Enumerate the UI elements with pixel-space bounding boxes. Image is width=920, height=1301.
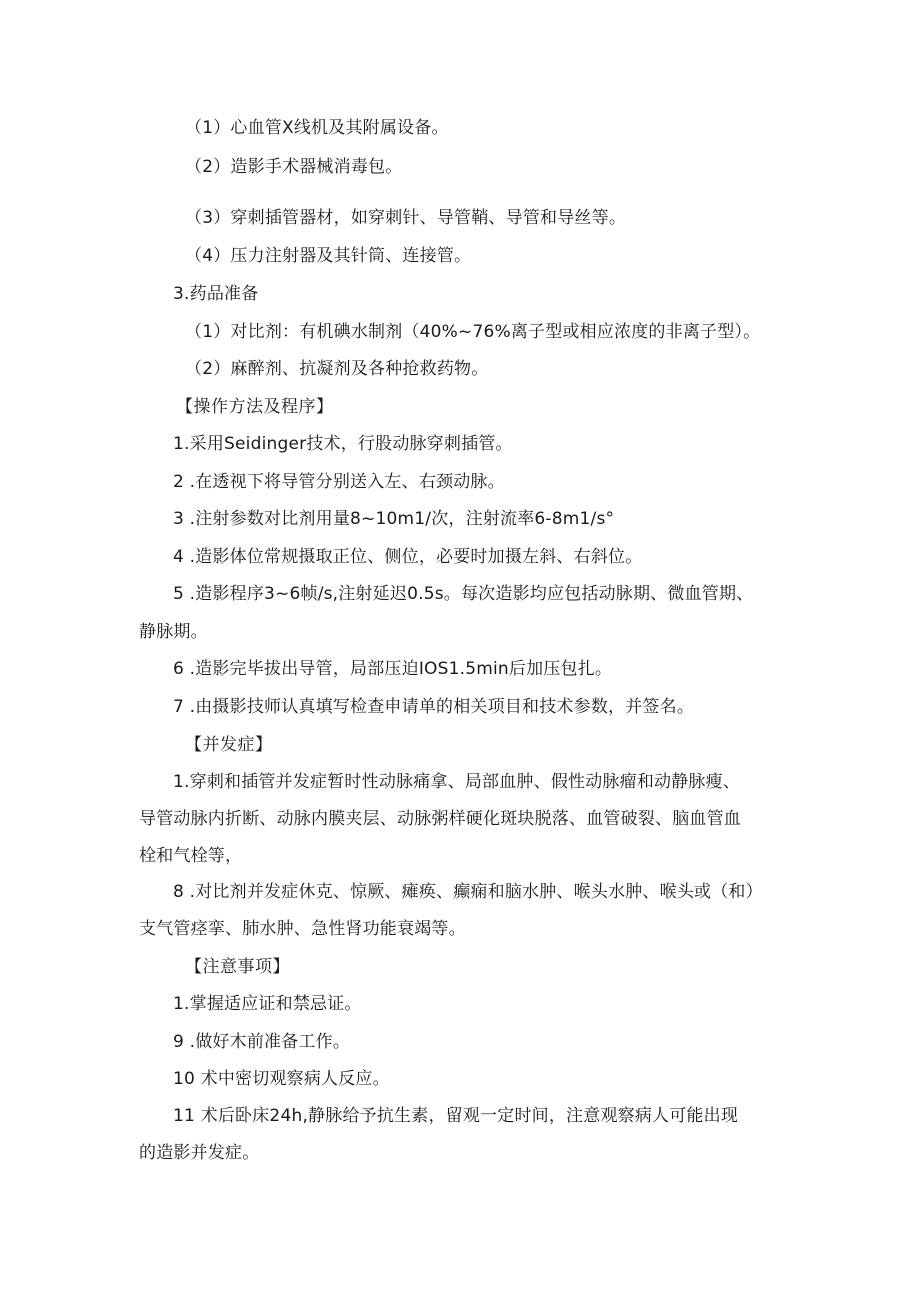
precaution-2: 9 .做好木前准备工作。 [173, 1032, 351, 1052]
complication-1-cont-1: 导管动脉内折断、动脉内膜夹层、动脉粥样硬化斑块脱落、血管破裂、脑血管血 [139, 809, 741, 829]
procedure-section-heading: 【操作方法及程序】 [176, 397, 334, 417]
complication-1-cont-2: 栓和气栓等， [139, 846, 243, 866]
precaution-4-cont: 的造影并发症。 [139, 1143, 260, 1163]
procedure-step-1: 1.采用Seidinger技术，行股动脉穿刺插管。 [173, 434, 513, 454]
procedure-step-3: 3 .注射参数对比剂用量8~10m1∕次，注射流率6-8m1∕s° [173, 509, 615, 529]
complication-1: 1.穿刺和插管并发症暂时性动脉痛拿、局部血肿、假性动脉瘤和动静脉瘦、 [173, 772, 741, 792]
procedure-step-2: 2 .在透视下将导管分别送入左、右颈动脉。 [173, 472, 505, 492]
drug-preparation-heading: 3.药品准备 [173, 284, 259, 304]
complications-section-heading: 【并发症】 [185, 735, 273, 755]
equipment-item-2: （2）造影手术器械消毒包。 [185, 157, 403, 177]
precautions-section-heading: 【注意事项】 [185, 957, 290, 977]
precaution-4: 11 术后卧床24h,静脉给予抗生素，留观一定时间，注意观察病人可能出现 [173, 1106, 739, 1126]
complication-2-cont: 支气管痉挛、肺水肿、急性肾功能衰竭等。 [139, 919, 466, 939]
procedure-step-4: 4 .造影体位常规摄取正位、侧位，必要时加摄左斜、右斜位。 [173, 547, 643, 567]
equipment-item-3: （3）穿刺插管器材，如穿刺针、导管鞘、导管和导丝等。 [185, 208, 627, 228]
precaution-1: 1.掌握适应证和禁忌证。 [173, 994, 362, 1014]
drug-item-1: （1）对比剂：有机碘水制剂（40%~76%离子型或相应浓度的非离子型）。 [185, 322, 761, 342]
procedure-step-5-cont: 静脉期。 [139, 622, 208, 642]
procedure-step-5: 5 .造影程序3~6帧/s,注射延迟0.5s。每次造影均应包括动脉期、微血管期、 [173, 584, 754, 604]
drug-item-2: （2）麻醉剂、抗凝剂及各种抢救药物。 [185, 359, 489, 379]
equipment-item-4: （4）压力注射器及其针筒、连接管。 [185, 246, 472, 266]
procedure-step-7: 7 .由摄影技师认真填写检查申请单的相关项目和技术参数，并签名。 [173, 697, 695, 717]
complication-2: 8 .对比剂并发症休克、惊厥、瘫痪、癫痫和脑水肿、喉头水肿、喉头或（和） [173, 882, 763, 902]
procedure-step-6: 6 .造影完毕拔出导管，局部压迫IOS1.5min后加压包扎。 [173, 659, 613, 679]
precaution-3: 10 术中密切观察病人反应。 [173, 1069, 390, 1089]
equipment-item-1: （1）心血管X线机及其附属设备。 [185, 118, 449, 138]
